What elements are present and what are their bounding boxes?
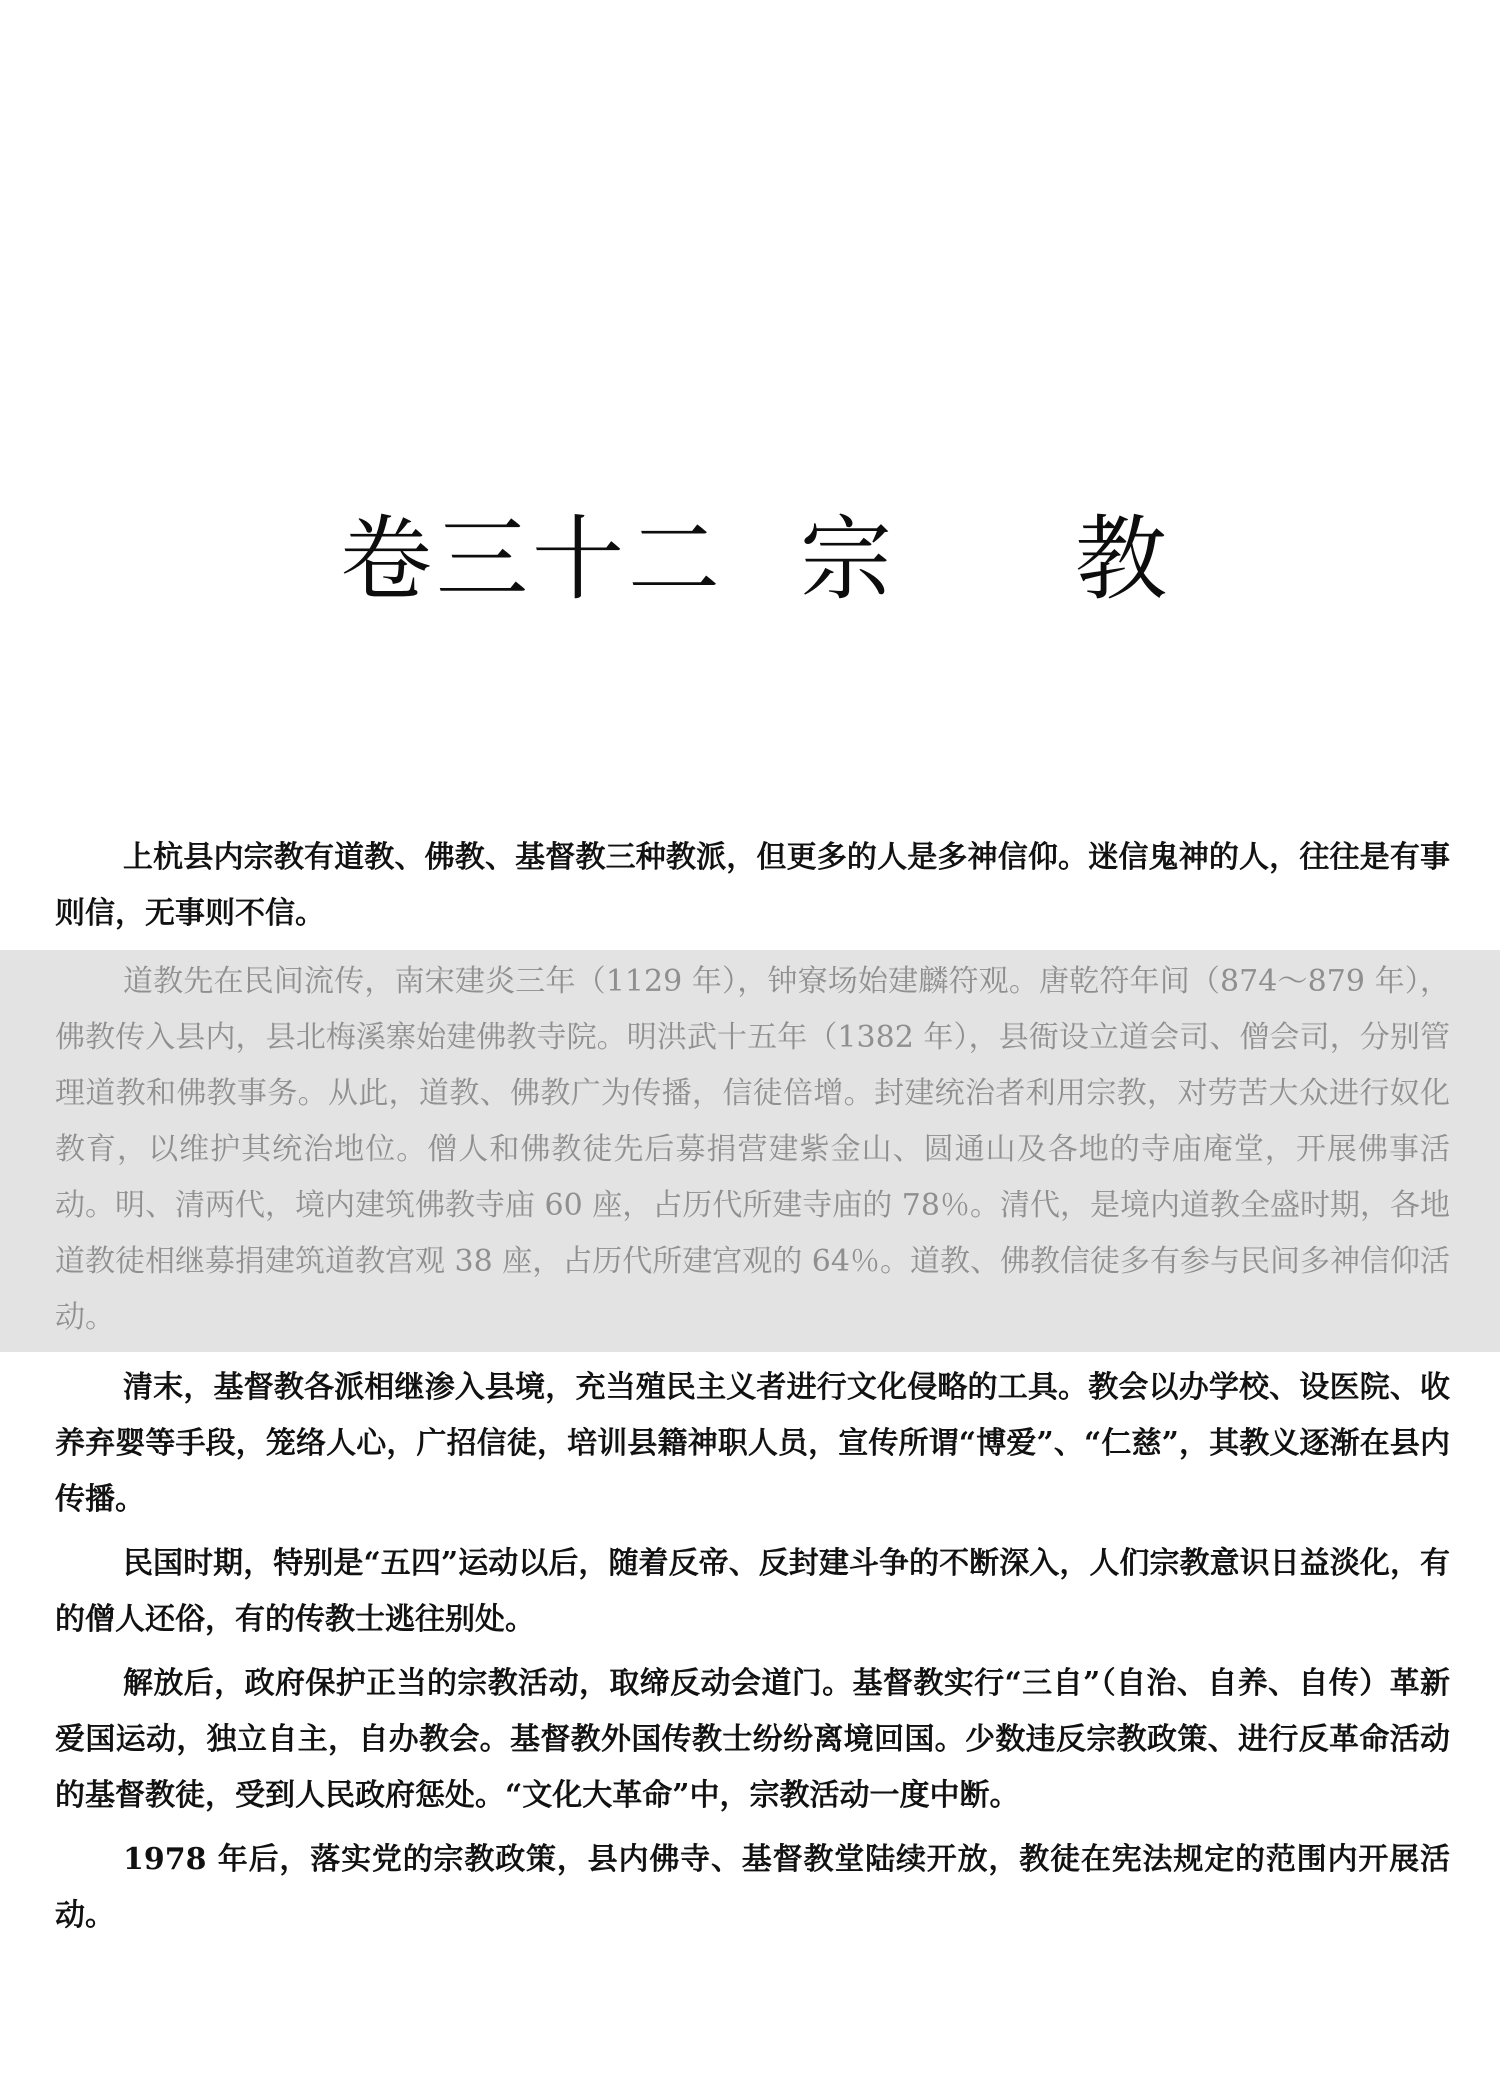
chapter-title	[0, 505, 1500, 615]
body-text	[55, 830, 1450, 1952]
chapter-title-word-1: 宗	[800, 506, 893, 613]
paragraph-republic-era: 民国时期，特别是“五四”运动以后，随着反帝、反封建斗争的不断深入，人们宗教意识日益淡化，有的僧人还俗，有的传教士逃往别处。	[55, 1546, 1450, 1637]
paragraph-after-1978: 1978 年后，落实党的宗教政策，县内佛寺、基督教堂陆续开放，教徒在宪法规定的范围内开展活动。	[55, 1842, 1450, 1933]
paragraph-intro: 上杭县内宗教有道教、佛教、基督教三种教派，但更多的人是多神信仰。迷信鬼神的人，往往是有事则信，无事则不信。	[55, 840, 1450, 931]
chapter-title-word-2: 教	[1075, 506, 1168, 613]
paragraph-taoism-buddhism: 道教先在民间流传，南宋建炎三年（1129 年），钟寮场始建麟符观。唐乾符年间（874～879 年），佛教传入县内，县北梅溪寨始建佛教寺院。明洪武十五年（1382 年），县衙设立道会司、僧会司，分别管理道教和佛教事务。从此，道教、佛教广为传播，信徒倍增。封建统治者利用宗教，对劳苦大众进行奴化教育，以维护其统治地位。僧人和佛教徒先后募捐营建紫金山、圆通山及各地的寺庙庵堂，开展佛事活动。明、清两代，境内建筑佛教寺庙 60 座，占历代所建寺庙的 78％。清代，是境内道教全盛时期，各地道教徒相继募捐建筑道教宫观 38 座，占历代所建宫观的 64％。道教、佛教信徒多有参与民间多神信仰活动。	[0, 950, 1500, 1352]
paragraph-post-liberation: 解放后，政府保护正当的宗教活动，取缔反动会道门。基督教实行“三自”（自治、自养、自传）革新爱国运动，独立自主，自办教会。基督教外国传教士纷纷离境回国。少数违反宗教政策、进行反革命活动的基督教徒，受到人民政府惩处。“文化大革命”中，宗教活动一度中断。	[55, 1666, 1450, 1813]
paragraph-christianity-qing: 清末，基督教各派相继渗入县境，充当殖民主义者进行文化侵略的工具。教会以办学校、设医院、收养弃婴等手段，笼络人心，广招信徒，培训县籍神职人员，宣传所谓“博爱”、“仁慈”，其教义逐渐在县内传播。	[55, 1370, 1450, 1517]
chapter-number: 卷三十二	[340, 506, 725, 613]
